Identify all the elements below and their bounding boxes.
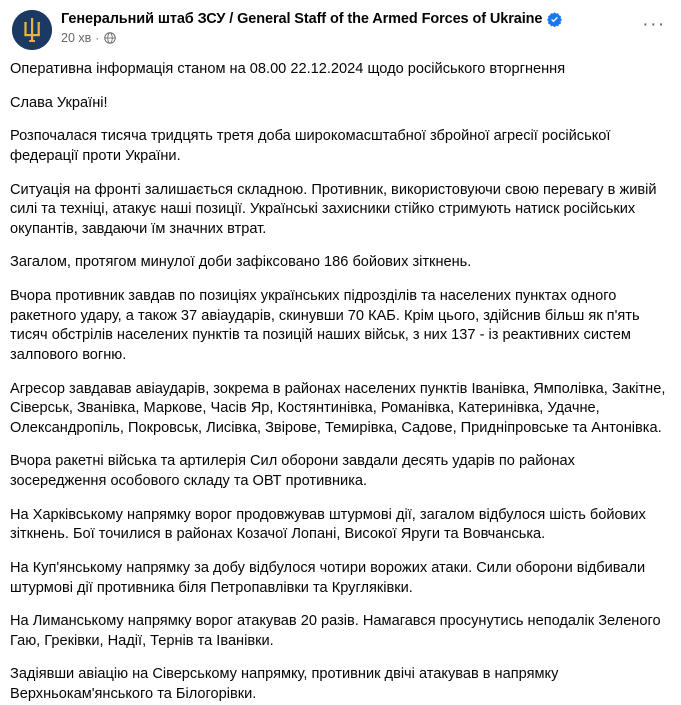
post-paragraph: Оперативна інформація станом на 08.00 22.12.2024 щодо російського вторгнення xyxy=(10,61,566,77)
post-paragraph: Загалом, протягом минулої доби зафіксовано 186 бойових зіткнень. xyxy=(10,254,472,271)
trident-emblem-icon xyxy=(12,10,52,50)
post-paragraph: Задіявши авіацію на Сіверському напрямку, противник двічі атакував в напрямку Верхньокам'янського та Білогорівки. xyxy=(10,666,559,702)
meta-separator: · xyxy=(95,31,100,45)
post-paragraph: На Лиманському напрямку ворог атакував 20 разів. Намагався просунутись неподалік Зеленого Гаю, Греківки, Надії, Тернів та Іванівки. xyxy=(10,613,661,649)
post-header-text xyxy=(61,10,669,45)
post-paragraph: Вчора противник завдав по позиціях українських підрозділів та населених пунктах одного ракетного удару, а також 37 авіаударів, скинувши 70 КАБ. Крім цього, здійснив більш як п'ять тисяч обстрілів населених пунктів та позицій наших військ, з них 137 - із реактивних систем залпового вогню. xyxy=(10,288,640,363)
page-name[interactable]: Генеральний штаб ЗСУ / General Staff of the Armed Forces of Ukraine xyxy=(61,11,543,27)
avatar[interactable] xyxy=(12,10,52,50)
post-paragraph: На Куп'янському напрямку за добу відбулося чотири ворожих атаки. Сили оборони відбивали штурмові дії противника біля Петропавлівки та Кругляківки. xyxy=(10,559,646,596)
post-paragraph: Ситуація на фронті залишається складною. Противник, використовуючи свою перевагу в живій силі та техніці, атакує наші позиції. Українські захисники стійко стримують натиск російських окупантів, завдаючи їм значних втрат. xyxy=(10,181,657,237)
verified-badge-icon xyxy=(547,12,562,27)
post-paragraph: Розпочалася тисяча тридцять третя доба широкомасштабної збройної агресії російської федерації проти України. xyxy=(10,128,611,164)
post-meta xyxy=(61,31,669,45)
author-row xyxy=(61,11,669,28)
post-paragraph: Вчора ракетні війська та артилерія Сил оборони завдали десять ударів по районах зосередження особового складу та ОВТ противника. xyxy=(10,453,575,489)
ellipsis-icon[interactable]: ··· xyxy=(642,13,666,35)
post-text xyxy=(0,54,681,705)
post-paragraph: Агресор завдавав авіаударів, зокрема в районах населених пунктів Іванівка, Ямполівка, Закітне, Сіверськ, Званівка, Маркове, Часів Яр, Костянтинівка, Романівка, Катеринівка, Удачне, Олександропіль, Покровськ, Лисівка, Звірове, Темирівка, Садове, Придніпровське та Антонівка. xyxy=(10,380,666,436)
post-paragraph: На Харківському напрямку ворог продовжував штурмові дії, загалом відбулося шість бойових зіткнень. Бої точилися в районах Козачої Лопані, Високої Яруги та Вовчанська. xyxy=(10,506,646,543)
post-paragraph: Слава Україні! xyxy=(10,94,108,111)
timestamp[interactable]: 20 хв xyxy=(61,31,92,45)
globe-icon[interactable] xyxy=(104,32,116,44)
post-header xyxy=(0,0,681,54)
